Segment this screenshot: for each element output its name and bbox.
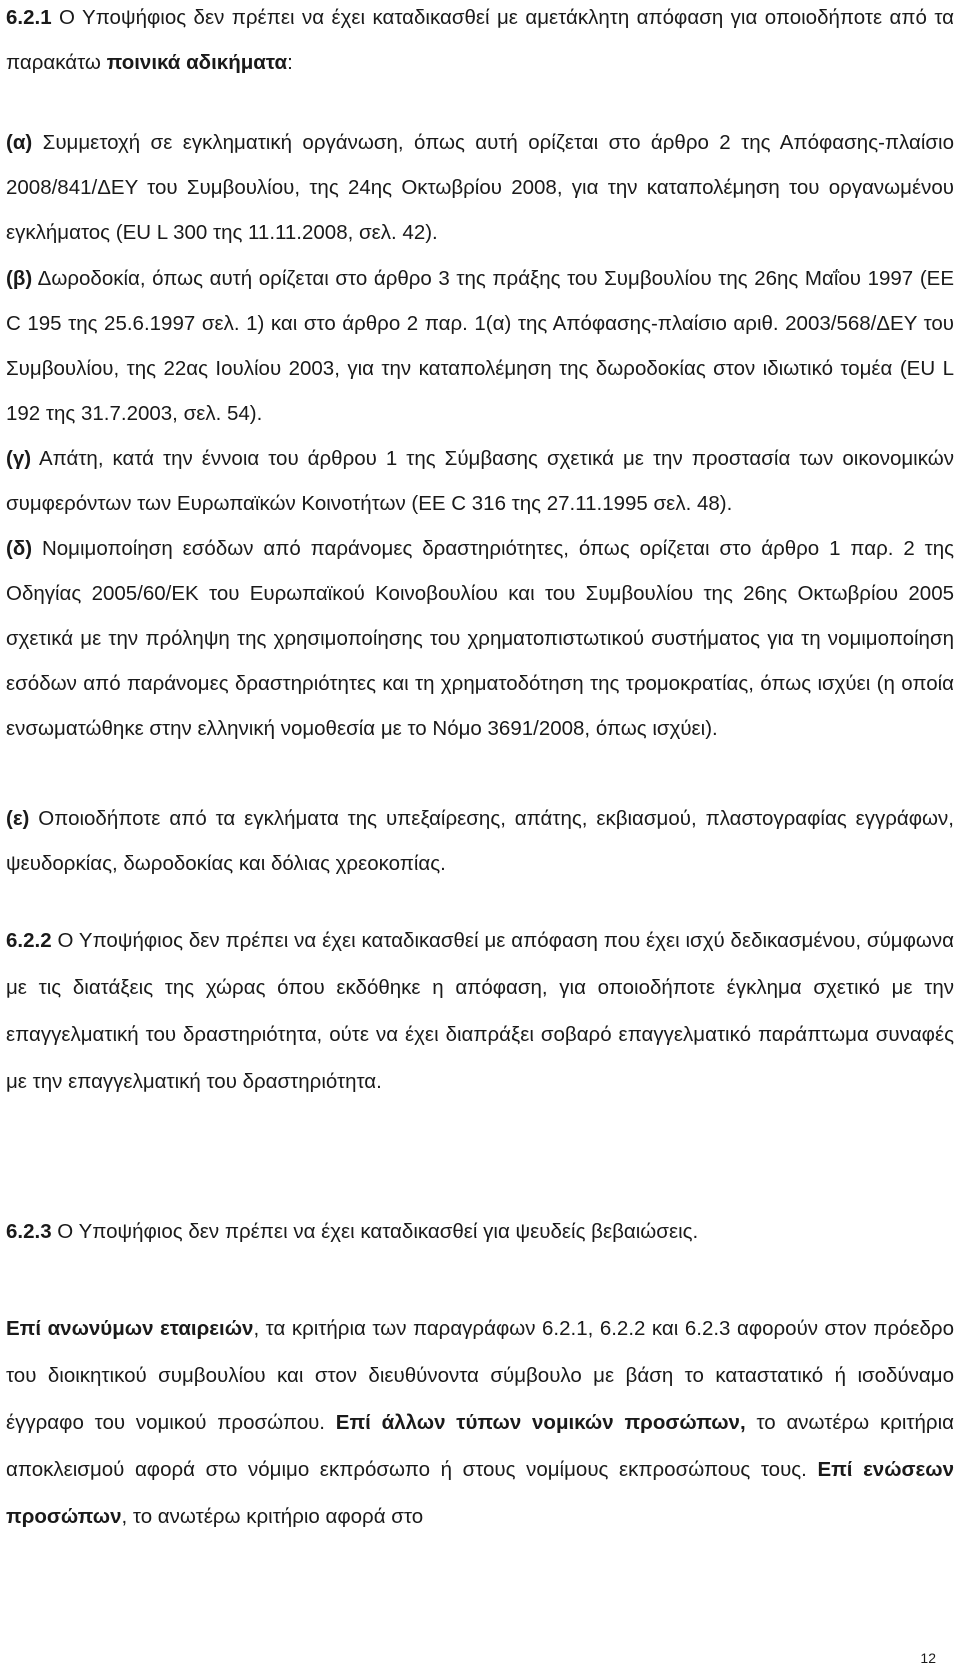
item-c: (γ) Απάτη, κατά την έννοια του άρθρου 1 της Σύμβασης σχετικά με την προστασία των οικονομικών συμφερόντων των Ευρωπαϊκών Κοινοτήτων (ΕΕ C 316 της 27.11.1995 σελ. 48). [6, 447, 954, 515]
section-number: 6.2.3 [6, 1220, 52, 1243]
bold-phrase: Επί ενώσεων προσώπων [6, 1458, 954, 1528]
item-label: (δ) [6, 537, 33, 560]
item-label: (β) [6, 267, 33, 290]
section-number: 6.2.2 [6, 929, 52, 952]
item-b: (β) Δωροδοκία, όπως αυτή ορίζεται στο άρθρο 3 της πράξης του Συμβουλίου της 26ης Μαΐου 1997 (ΕΕ C 195 της 25.6.1997 σελ. 1) και στο άρθρο 2 παρ. 1(α) της Απόφασης-πλαίσιο αριθ. 2003/568/ΔΕΥ του Συμβουλίου, της 22ας Ιουλίου 2003, για την καταπολέμηση της δωροδοκίας στον ιδιωτικό τομέα (EU L 192 της 31.7.2003, σελ. 54). [6, 267, 954, 425]
item-d: (δ) Νομιμοποίηση εσόδων από παράνομες δραστηριότητες, όπως ορίζεται στο άρθρο 1 παρ. 2 της Οδηγίας 2005/60/ΕΚ του Ευρωπαϊκού Κοινοβουλίου και του Συμβουλίου της 26ης Οκτωβρίου 2005 σχετικά με την πρόληψη της χρησιμοποίησης του χρηματοπιστωτικού συστήματος για τη νομιμοποίηση εσόδων από παράνομες δραστηριότητες και τη χρηματοδότηση της τρομοκρατίας, όπως ισχύει (η οποία ενσωματώθηκε στην ελληνική νομοθεσία με το Νόμο 3691/2008, όπως ισχύει). [6, 537, 954, 740]
bold-phrase: Επί άλλων τύπων νομικών προσώπων, [335, 1411, 746, 1434]
page-number: 12 [920, 1650, 936, 1666]
paragraph-legal-entities: Επί ανωνύμων εταιρειών, τα κριτήρια των παραγράφων 6.2.1, 6.2.2 και 6.2.3 αφορούν στον πρόεδρο του διοικητικού συμβουλίου και στον διευθύνοντα σύμβουλο με βάση το καταστατικό ή ισοδύναμο έγγραφο του νομικού προσώπου. Επί άλλων τύπων νομικών προσώπων, το ανωτέρω κριτήρια αποκλεισμού αφορά στο νόμιμο εκπρόσωπο ή στους νομίμους εκπροσώπους τους. Επί ενώσεων προσώπων, το ανωτέρω κριτήριο αφορά στο [6, 1317, 954, 1528]
item-label: (α) [6, 131, 33, 154]
section-number: 6.2.1 [6, 6, 52, 29]
item-label: (ε) [6, 807, 30, 830]
bold-phrase: Επί ανωνύμων εταιρειών [6, 1317, 254, 1340]
bold-phrase: ποινικά αδικήματα [106, 51, 288, 74]
paragraph-6-2-3: 6.2.3 Ο Υποψήφιος δεν πρέπει να έχει καταδικασθεί για ψευδείς βεβαιώσεις. [6, 1220, 699, 1243]
item-e: (ε) Οποιοδήποτε από τα εγκλήματα της υπεξαίρεσης, απάτης, εκβιασμού, πλαστογραφίας εγγράφων, ψευδορκίας, δωροδοκίας και δόλιας χρεοκοπίας. [6, 807, 954, 875]
item-a: (α) Συμμετοχή σε εγκληματική οργάνωση, όπως αυτή ορίζεται στο άρθρο 2 της Απόφασης-πλαίσιο 2008/841/ΔΕΥ του Συμβουλίου, της 24ης Οκτωβρίου 2008, για την καταπολέμηση του οργανωμένου εγκλήματος (EU L 300 της 11.11.2008, σελ. 42). [6, 131, 954, 244]
item-label: (γ) [6, 447, 32, 470]
paragraph-6-2-2: 6.2.2 Ο Υποψήφιος δεν πρέπει να έχει καταδικασθεί με απόφαση που έχει ισχύ δεδικασμένου, σύμφωνα με τις διατάξεις της χώρας όπου εκδόθηκε η απόφαση, για οποιοδήποτε έγκλημα σχετικό με την επαγγελματική του δραστηριότητα, ούτε να έχει διαπράξει σοβαρό επαγγελματικό παράπτωμα συναφές με την επαγγελματική του δραστηριότητα. [6, 929, 954, 1093]
paragraph-6-2-1: 6.2.1 Ο Υποψήφιος δεν πρέπει να έχει καταδικασθεί με αμετάκλητη απόφαση για οποιοδήποτε από τα παρακάτω ποινικά αδικήματα: [6, 6, 954, 74]
